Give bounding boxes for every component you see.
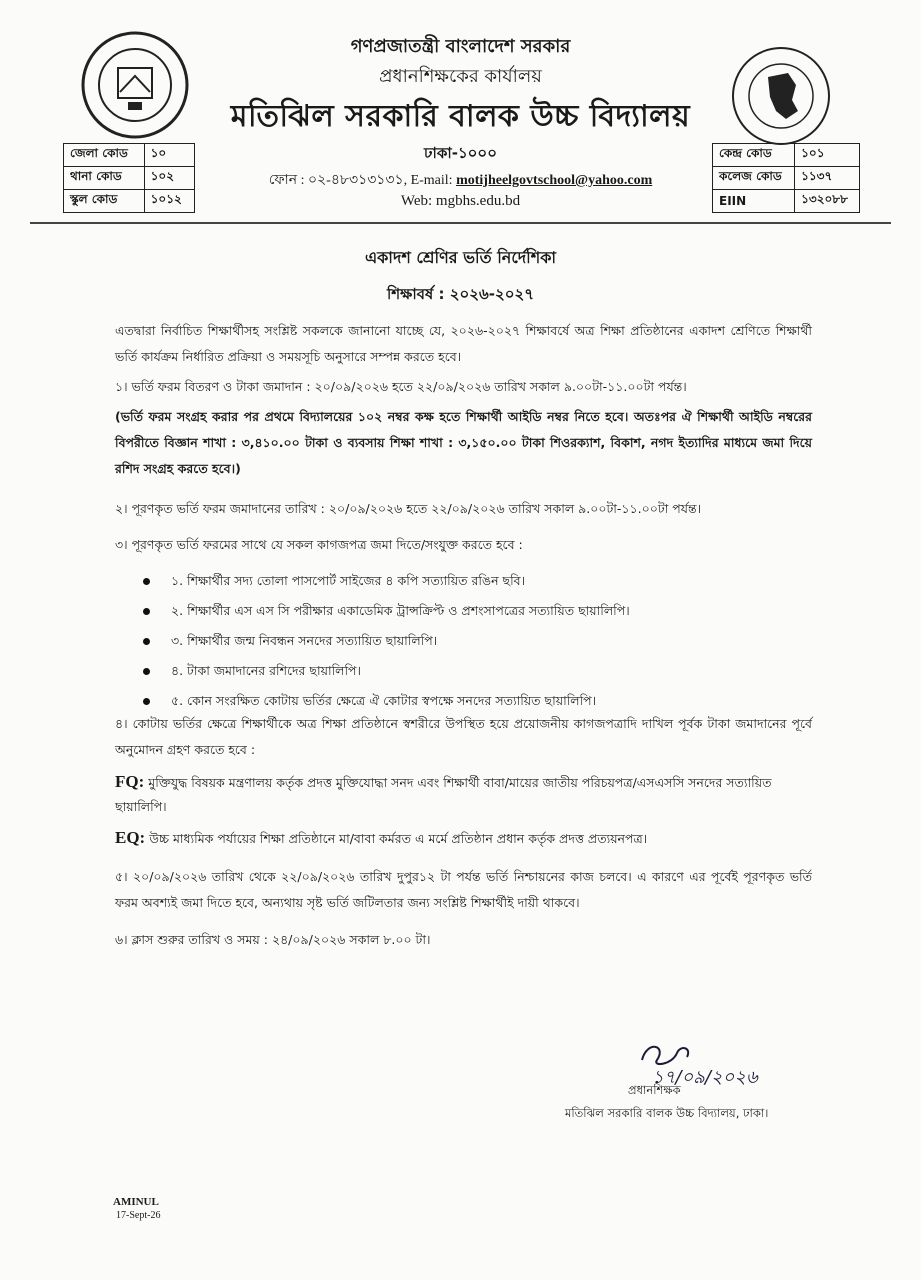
email-link[interactable]: motijheelgovtschool@yahoo.com — [456, 173, 653, 188]
right-code-table — [712, 143, 860, 213]
code-value: ১০২ — [144, 167, 194, 190]
bullet-icon — [143, 608, 150, 615]
list-item-text: ১. শিক্ষার্থীর সদ্য তোলা পাসপোর্ট সাইজের ৪ কপি সত্যায়িত রঙিন ছবি। — [171, 573, 526, 588]
table-row — [64, 167, 195, 190]
code-value: ১০১ — [795, 144, 860, 167]
item-6: ৬। ক্লাস শুরুর তারিখ ও সময় : ২৪/০৯/২০২৬ সকাল ৮.০০ টা। — [115, 932, 431, 947]
table-row — [713, 144, 860, 167]
code-label: কলেজ কোড — [713, 167, 795, 190]
contact-line — [200, 168, 721, 192]
list-item — [143, 566, 803, 596]
left-code-table — [63, 143, 195, 213]
eq-label: EQ: — [115, 828, 146, 847]
school-name: মতিঝিল সরকারি বালক উচ্চ বিদ্যালয় — [230, 99, 691, 134]
office-name: প্রধানশিক্ষকের কার্যালয় — [379, 66, 542, 87]
session-year: শিক্ষাবর্ষ : ২০২৬-২০২৭ — [387, 285, 534, 303]
code-label: কেন্দ্র কোড — [713, 144, 795, 167]
eq-text: উচ্চ মাধ্যমিক পর্যায়ের শিক্ষা প্রতিষ্ঠানে মা/বাবা কর্মরত এ মর্মে প্রতিষ্ঠান প্রধান কর্তৃক প্রদত্ত প্রত্যয়নপত্র। — [145, 831, 648, 846]
code-label: EIIN — [713, 190, 795, 213]
code-value: ১০১২ — [144, 190, 194, 213]
list-item-text: ৫. কোন সংরক্ষিত কোটায় ভর্তির ক্ষেত্রে ঐ কোটার স্বপক্ষে সনদের সত্যায়িত ছায়ালিপি। — [171, 693, 597, 708]
code-value: ১০ — [144, 144, 194, 167]
fq-quota-note — [115, 770, 812, 819]
list-item — [143, 656, 803, 686]
intro-paragraph: এতদ্বারা নির্বাচিত শিক্ষার্থীসহ সংশ্লিষ্ট সকলকে জানানো যাচ্ছে যে, ২০২৬-২০২৭ শিক্ষাবর্ষে অত্র শিক্ষা প্রতিষ্ঠানের একাদশ শ্রেণিতে শিক্ষার্থী ভর্তি কার্যক্রম নির্ধারিত প্রক্রিয়া ও সময়সূচি অনুসারে সম্পন্ন করতে হবে। — [115, 323, 812, 364]
item-1-note: (ভর্তি ফরম সংগ্রহ করার পর প্রথমে বিদ্যালয়ের ১০২ নম্বর কক্ষ হতে শিক্ষার্থী আইডি নম্বর নিতে হবে। অতঃপর ঐ শিক্ষার্থী আইডি নম্বরের বিপরীতে বিজ্ঞান শাখা : ৩,৪১০.০০ টাকা ও ব্যবসায় শিক্ষা শাখা : ৩,১৫০.০০ টাকা শিওরক্যাশ, বিকাশ, নগদ ইত্যাদির মাধ্যমে জমা দিয়ে রশিদ সংগ্রহ করতে হবে।) — [115, 409, 812, 476]
item-3: ৩। পূরণকৃত ভর্তি ফরমের সাথে যে সকল কাগজপত্র জমা দিতে/সংযুক্ত করতে হবে : — [115, 537, 523, 552]
list-item — [143, 596, 803, 626]
bullet-icon — [143, 698, 150, 705]
list-item-text: ৪. টাকা জমাদানের রশিদের ছায়ালিপি। — [171, 663, 362, 678]
list-item-text: ৩. শিক্ষার্থীর জন্ম নিবন্ধন সনদের সত্যায়িত ছায়ালিপি। — [171, 633, 438, 648]
table-row — [64, 144, 195, 167]
item-5: ৫। ২০/০৯/২০২৬ তারিখ থেকে ২২/০৯/২০২৬ তারিখ দুপুর১২ টা পর্যন্ত ভর্তি নিশ্চায়নের কাজ চলবে। এ কারণে এর পূর্বেই পূরণকৃত ভর্তি ফরম অবশ্যই জমা দিতে হবে, অন্যথায় সৃষ্ট ভর্তি জটিলতার জন্য সংশ্লিষ্ট শিক্ষার্থীই দায়ী থাকবে। — [115, 869, 812, 910]
bullet-icon — [143, 578, 150, 585]
signatory-title: প্রধানশিক্ষক — [628, 1083, 681, 1097]
footer-date: 17-Sept-26 — [116, 1210, 161, 1221]
footer-name: AMINUL — [113, 1196, 159, 1208]
bullet-icon — [143, 668, 150, 675]
required-documents-list — [143, 566, 803, 716]
school-seal-logo — [80, 30, 190, 140]
item-2: ২। পূরণকৃত ভর্তি ফরম জমাদানের তারিখ : ২০/০৯/২০২৬ হতে ২২/০৯/২০২৬ তারিখ সকাল ৯.০০টা-১১.০০টা পর্যন্ত। — [115, 501, 702, 516]
fq-text: মুক্তিযুদ্ধ বিষয়ক মন্ত্রণালয় কর্তৃক প্রদত্ত মুক্তিযোদ্ধা সনদ এবং শিক্ষার্থী বাবা/মায়ের জাতীয় পরিচয়পত্র/এসএসসি সনদের সত্যায়িত ছায়ালিপি। — [115, 775, 772, 814]
website-link[interactable]: Web: mgbhs.edu.bd — [400, 193, 521, 209]
school-city: ঢাকা-১০০০ — [424, 144, 497, 162]
table-row — [64, 190, 195, 213]
table-row — [713, 190, 860, 213]
bullet-icon — [143, 638, 150, 645]
eq-quota-note — [115, 826, 812, 851]
handwritten-date: ১৭/০৯/২০২৬ — [652, 1067, 758, 1088]
government-seal-logo — [730, 45, 832, 147]
phone-text: ফোন : ০২-৪৮৩১৩১৩১, E-mail: — [268, 173, 457, 188]
list-item — [143, 626, 803, 656]
table-row — [713, 167, 860, 190]
signatory-school: মতিঝিল সরকারি বালক উচ্চ বিদ্যালয়, ঢাকা। — [565, 1106, 769, 1120]
header-divider — [30, 222, 891, 224]
government-name: গণপ্রজাতন্ত্রী বাংলাদেশ সরকার — [350, 36, 571, 57]
code-label: স্কুল কোড — [64, 190, 145, 213]
item-1: ১। ভর্তি ফরম বিতরণ ও টাকা জমাদান : ২০/০৯/২০২৬ হতে ২২/০৯/২০২৬ তারিখ সকাল ৯.০০টা-১১.০০টা পর্যন্ত। — [115, 379, 687, 394]
code-value: ১১৩৭ — [795, 167, 860, 190]
item-4: ৪। কোটায় ভর্তির ক্ষেত্রে শিক্ষার্থীকে অত্র শিক্ষা প্রতিষ্ঠানে স্বশরীরে উপস্থিত হয়ে প্রয়োজনীয় কাগজপত্রাদি দাখিল পূর্বক টাকা জমাদানের পূর্বে অনুমোদন গ্রহণ করতে হবে : — [115, 716, 812, 757]
list-item-text: ২. শিক্ষার্থীর এস এস সি পরীক্ষার একাডেমিক ট্রান্সক্রিপ্ট ও প্রশংসাপত্রের সত্যায়িত ছায়ালিপি। — [171, 603, 630, 618]
code-label: থানা কোড — [64, 167, 145, 190]
document-title: একাদশ শ্রেণির ভর্তি নির্দেশিকা — [364, 248, 557, 267]
code-label: জেলা কোড — [64, 144, 145, 167]
fq-label: FQ: — [115, 772, 145, 791]
code-value: ১৩২০৮৮ — [795, 190, 860, 213]
